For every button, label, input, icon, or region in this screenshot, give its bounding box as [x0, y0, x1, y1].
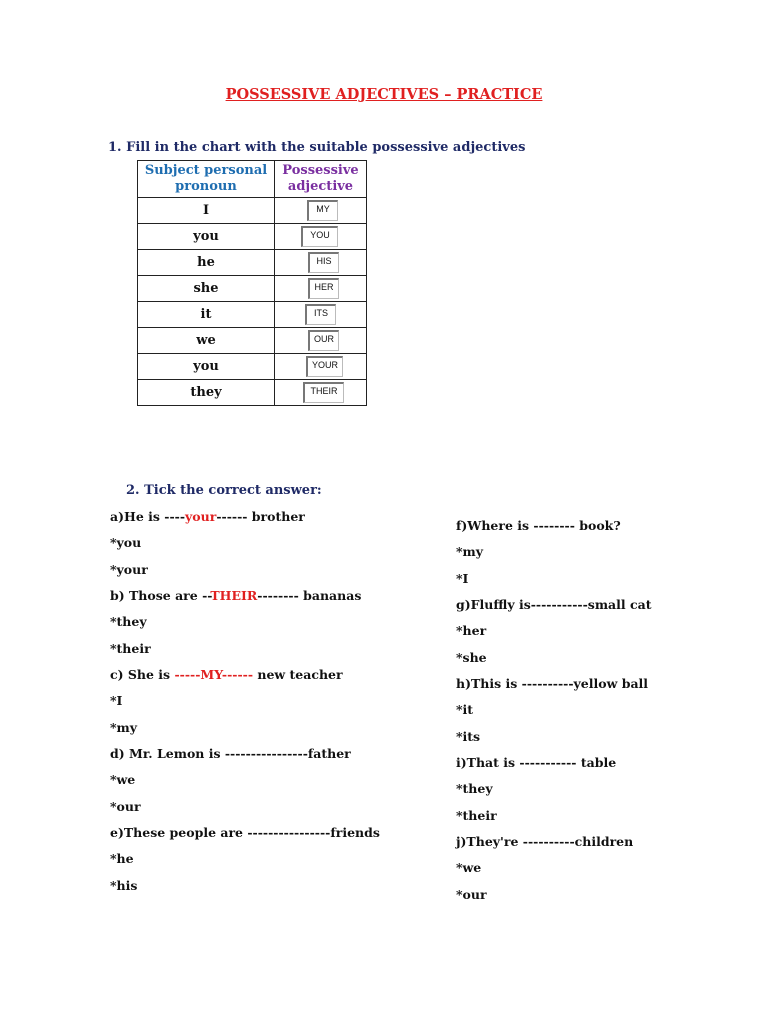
- question-text: new teacher: [253, 667, 343, 682]
- option-item[interactable]: *we: [110, 772, 136, 787]
- question-text: a)He is ----: [110, 509, 186, 524]
- option-item[interactable]: *their: [456, 808, 497, 823]
- answer-field[interactable]: HER: [308, 278, 339, 299]
- answer-field[interactable]: YOU: [301, 226, 338, 247]
- col2-header-line2: adjective: [287, 179, 354, 194]
- option-item[interactable]: *her: [456, 623, 487, 638]
- col1-header-line1: Subject personal: [144, 163, 268, 178]
- answer-field[interactable]: OUR: [308, 330, 339, 351]
- table-row: [138, 198, 367, 224]
- pronoun-cell: I: [138, 198, 275, 224]
- col2-header-line1: Possessive: [282, 163, 359, 178]
- question-d: d) Mr. Lemon is ----------------father: [110, 746, 351, 761]
- question-text: -------- bananas: [257, 588, 362, 603]
- question-text: c) She is: [110, 667, 175, 682]
- table-row: [138, 224, 367, 250]
- option-item[interactable]: *our: [110, 799, 141, 814]
- question-f: f)Where is -------- book?: [456, 518, 621, 533]
- section1-heading: 1. Fill in the chart with the suitable possessive adjectives: [108, 140, 526, 155]
- table-row: [138, 328, 367, 354]
- table-row: [138, 276, 367, 302]
- question-text: b) Those are --: [110, 588, 211, 603]
- option-item[interactable]: *we: [456, 860, 482, 875]
- option-item[interactable]: *she: [456, 650, 487, 665]
- possessive-chart: [137, 160, 367, 406]
- option-item[interactable]: *they: [110, 614, 147, 629]
- question-b: [110, 588, 361, 603]
- answer-field[interactable]: YOUR: [306, 356, 343, 377]
- option-item[interactable]: *my: [456, 544, 484, 559]
- option-item[interactable]: *our: [456, 887, 487, 902]
- table-row: [138, 380, 367, 406]
- pronoun-cell: we: [138, 328, 275, 354]
- section2-heading: 2. Tick the correct answer:: [126, 483, 322, 498]
- answer-text: THEIR: [210, 588, 258, 603]
- table-row: [138, 354, 367, 380]
- pronoun-cell: she: [138, 276, 275, 302]
- pronoun-cell: you: [138, 224, 275, 250]
- option-item[interactable]: *he: [110, 851, 134, 866]
- question-c: [110, 667, 343, 682]
- option-item[interactable]: *your: [110, 562, 148, 577]
- pronoun-cell: you: [138, 354, 275, 380]
- pronoun-cell: he: [138, 250, 275, 276]
- answer-field[interactable]: ITS: [305, 304, 336, 325]
- question-text: ------ brother: [216, 509, 305, 524]
- answer-field[interactable]: THEIR: [303, 382, 344, 403]
- table-row: [138, 250, 367, 276]
- col1-header-line2: pronoun: [175, 179, 237, 194]
- pronoun-cell: it: [138, 302, 275, 328]
- question-g: g)Fluffly is-----------small cat: [456, 597, 652, 612]
- col-header-subject-pronoun: [138, 161, 275, 198]
- answer-text: your: [185, 509, 217, 524]
- option-item[interactable]: *I: [110, 693, 123, 708]
- page-title: POSSESSIVE ADJECTIVES – PRACTICE: [225, 86, 543, 103]
- table-row: [138, 302, 367, 328]
- question-h: h)This is ----------yellow ball: [456, 676, 649, 691]
- pronoun-cell: they: [138, 380, 275, 406]
- option-item[interactable]: *their: [110, 641, 151, 656]
- option-item[interactable]: *his: [110, 878, 138, 893]
- answer-field[interactable]: MY: [307, 200, 338, 221]
- option-item[interactable]: *I: [456, 571, 469, 586]
- col-header-possessive-adjective: [275, 161, 367, 198]
- option-item[interactable]: *its: [456, 729, 481, 744]
- question-i: i)That is ----------- table: [456, 755, 617, 770]
- answer-field[interactable]: HIS: [308, 252, 339, 273]
- answer-text: -----MY------: [174, 667, 254, 682]
- option-item[interactable]: *it: [456, 702, 474, 717]
- question-j: j)They're ----------children: [456, 834, 634, 849]
- question-a: [110, 509, 305, 524]
- option-item[interactable]: *you: [110, 535, 142, 550]
- question-e: e)These people are ----------------friends: [110, 825, 380, 840]
- option-item[interactable]: *my: [110, 720, 138, 735]
- option-item[interactable]: *they: [456, 781, 493, 796]
